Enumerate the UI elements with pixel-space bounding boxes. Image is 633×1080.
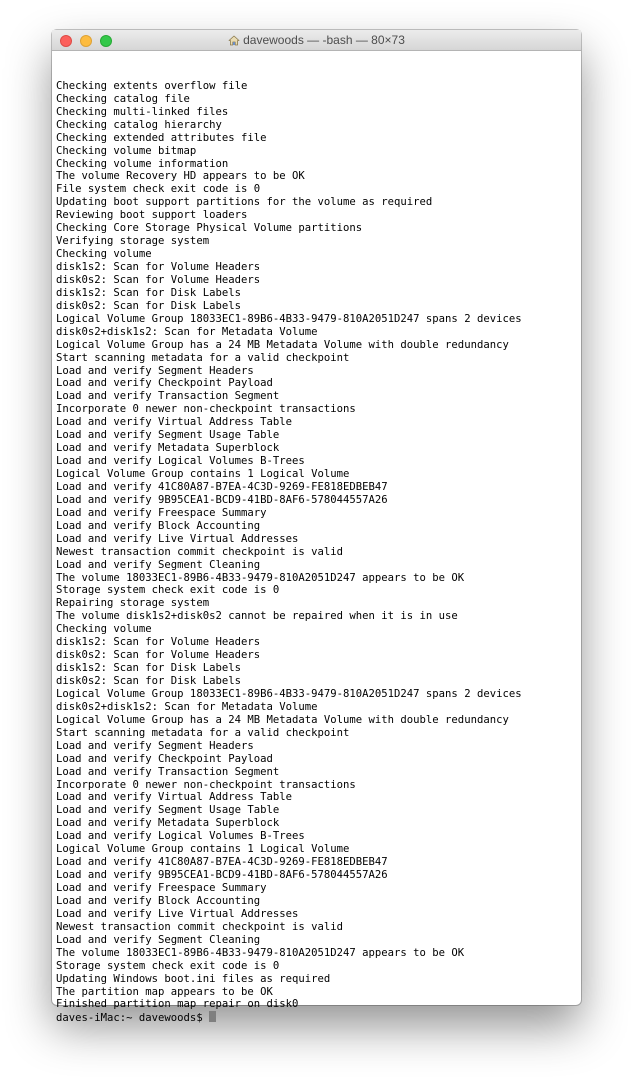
terminal-line: Load and verify Freespace Summary [56, 882, 267, 895]
terminal-line: Load and verify Segment Cleaning [56, 558, 261, 571]
terminal-line: Load and verify Virtual Address Table [56, 791, 292, 804]
terminal-line: Logical Volume Group contains 1 Logical Volume [56, 843, 350, 856]
title-bar[interactable] [52, 30, 581, 51]
terminal-line: Load and verify Live Virtual Addresses [56, 907, 299, 920]
terminal-line: Logical Volume Group 18033EC1-89B6-4B33-9479-810A2051D247 spans 2 devices [56, 312, 522, 325]
terminal-line: Load and verify Segment Headers [56, 364, 254, 377]
terminal-line: Load and verify Logical Volumes B-Trees [56, 455, 305, 468]
terminal-line: Updating boot support partitions for the volume as required [56, 196, 433, 209]
terminal-line: Load and verify Metadata Superblock [56, 442, 280, 455]
terminal-line: Logical Volume Group has a 24 MB Metadata Volume with double redundancy [56, 338, 509, 351]
terminal-line: Load and verify Segment Usage Table [56, 804, 280, 817]
terminal-line: File system check exit code is 0 [56, 183, 261, 196]
terminal-line: Load and verify 9B95CEA1-BCD9-41BD-8AF6-578044557A26 [56, 493, 388, 506]
terminal-line: Load and verify Freespace Summary [56, 506, 267, 519]
terminal-line: Logical Volume Group contains 1 Logical Volume [56, 468, 350, 481]
terminal-line: Load and verify Block Accounting [56, 894, 261, 907]
terminal-output[interactable] [52, 51, 581, 1024]
terminal-line: Load and verify 9B95CEA1-BCD9-41BD-8AF6-578044557A26 [56, 869, 388, 882]
terminal-line: disk0s2+disk1s2: Scan for Metadata Volume [56, 700, 318, 713]
window-title-area [52, 30, 581, 50]
home-icon [228, 32, 240, 52]
terminal-line: Reviewing boot support loaders [56, 209, 248, 222]
terminal-line: Logical Volume Group 18033EC1-89B6-4B33-9479-810A2051D247 spans 2 devices [56, 687, 522, 700]
terminal-line: The volume Recovery HD appears to be OK [56, 170, 305, 183]
terminal-line: Start scanning metadata for a valid checkpoint [56, 726, 350, 739]
terminal-line: disk0s2: Scan for Disk Labels [56, 675, 241, 688]
terminal-line: Checking volume [56, 623, 152, 636]
terminal-line: Checking volume bitmap [56, 144, 197, 157]
terminal-line: disk1s2: Scan for Volume Headers [56, 261, 261, 274]
terminal-line: Load and verify Segment Usage Table [56, 429, 280, 442]
terminal-line: Incorporate 0 newer non-checkpoint transactions [56, 778, 356, 791]
terminal-line: disk0s2: Scan for Volume Headers [56, 273, 261, 286]
terminal-line: disk0s2: Scan for Disk Labels [56, 299, 241, 312]
terminal-line: disk0s2+disk1s2: Scan for Metadata Volume [56, 325, 318, 338]
shell-prompt: daves-iMac:~ davewoods$ [56, 1012, 210, 1025]
terminal-line: disk1s2: Scan for Volume Headers [56, 636, 261, 649]
terminal-line: Repairing storage system [56, 597, 210, 610]
text-cursor [209, 1011, 216, 1022]
terminal-line: Load and verify 41C80A87-B7EA-4C3D-9269-FE818EDBEB47 [56, 480, 388, 493]
terminal-line: Newest transaction commit checkpoint is valid [56, 920, 344, 933]
window-title: davewoods — -bash — 80×73 [243, 33, 405, 47]
terminal-line: disk1s2: Scan for Disk Labels [56, 286, 241, 299]
terminal-line: Checking catalog file [56, 92, 190, 105]
terminal-window [52, 30, 581, 1025]
terminal-line: Load and verify Transaction Segment [56, 765, 280, 778]
terminal-line: Load and verify Live Virtual Addresses [56, 532, 299, 545]
terminal-line: Checking volume [56, 248, 152, 261]
terminal-line: Logical Volume Group has a 24 MB Metadata Volume with double redundancy [56, 713, 509, 726]
terminal-line: Load and verify 41C80A87-B7EA-4C3D-9269-FE818EDBEB47 [56, 856, 388, 869]
terminal-line: Checking Core Storage Physical Volume partitions [56, 222, 363, 235]
terminal-line: Storage system check exit code is 0 [56, 959, 280, 972]
terminal-line: Checking volume information [56, 157, 229, 170]
terminal-line: Checking catalog hierarchy [56, 118, 222, 131]
terminal-line: Load and verify Transaction Segment [56, 390, 280, 403]
terminal-line: The partition map appears to be OK [56, 985, 273, 998]
terminal-line: Load and verify Virtual Address Table [56, 416, 292, 429]
terminal-line: Load and verify Metadata Superblock [56, 817, 280, 830]
terminal-line: disk0s2: Scan for Volume Headers [56, 649, 261, 662]
terminal-line: Load and verify Checkpoint Payload [56, 752, 273, 765]
terminal-line: Load and verify Block Accounting [56, 519, 261, 532]
terminal-line: Verifying storage system [56, 235, 210, 248]
terminal-line: The volume 18033EC1-89B6-4B33-9479-810A2051D247 appears to be OK [56, 946, 465, 959]
terminal-line: Incorporate 0 newer non-checkpoint transactions [56, 403, 356, 416]
terminal-line: The volume 18033EC1-89B6-4B33-9479-810A2051D247 appears to be OK [56, 571, 465, 584]
terminal-line: Checking extended attributes file [56, 131, 267, 144]
prompt-line[interactable] [56, 1011, 581, 1024]
terminal-line: Load and verify Segment Headers [56, 739, 254, 752]
terminal-line: Checking multi-linked files [56, 105, 229, 118]
terminal-line: Newest transaction commit checkpoint is valid [56, 545, 344, 558]
terminal-line: Load and verify Checkpoint Payload [56, 377, 273, 390]
terminal-line: The volume disk1s2+disk0s2 cannot be repaired when it is in use [56, 610, 458, 623]
terminal-line: Storage system check exit code is 0 [56, 584, 280, 597]
terminal-line: Finished partition map repair on disk0 [56, 998, 299, 1011]
terminal-line: disk1s2: Scan for Disk Labels [56, 662, 241, 675]
terminal-line: Start scanning metadata for a valid checkpoint [56, 351, 350, 364]
terminal-line: Load and verify Logical Volumes B-Trees [56, 830, 305, 843]
terminal-line: Updating Windows boot.ini files as required [56, 972, 331, 985]
terminal-line: Load and verify Segment Cleaning [56, 933, 261, 946]
terminal-line: Checking extents overflow file [56, 79, 248, 92]
